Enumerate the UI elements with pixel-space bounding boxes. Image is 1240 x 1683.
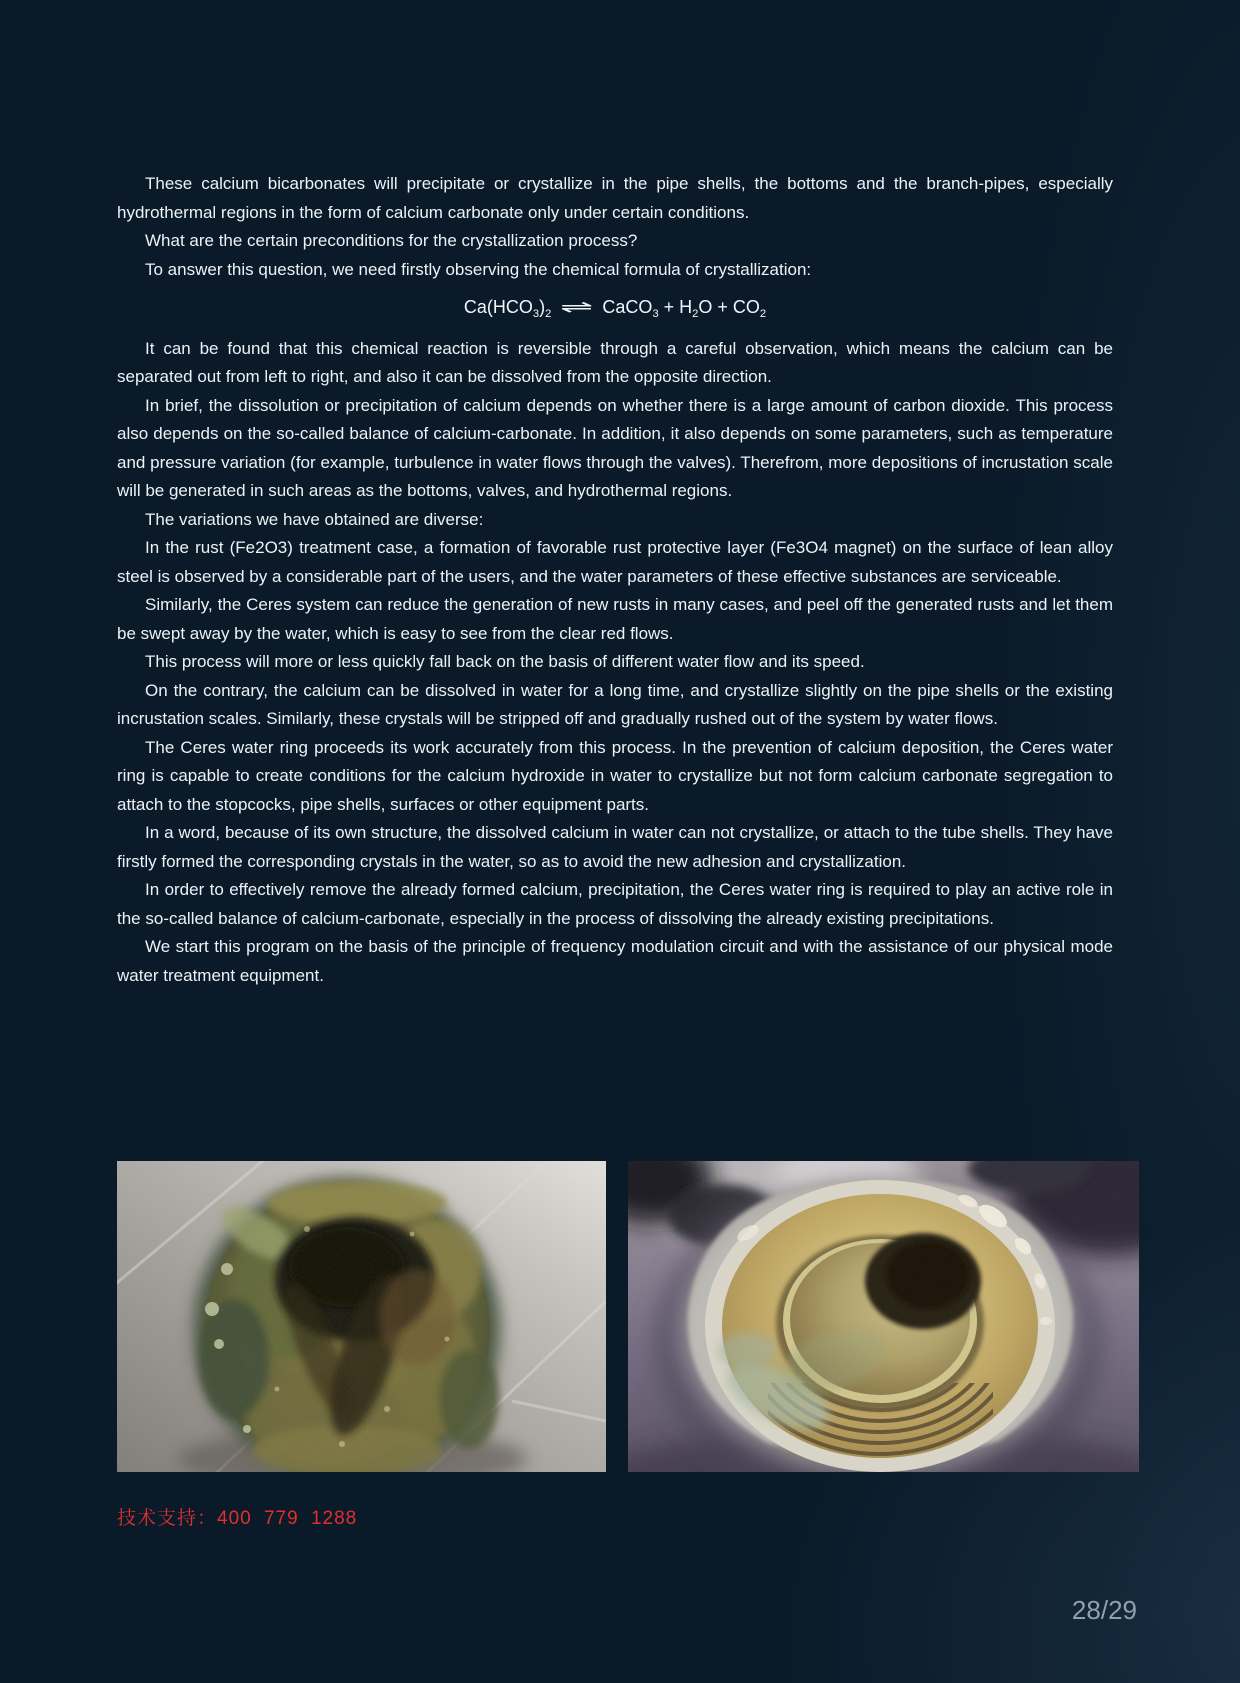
- photo-brass-fitting: [628, 1161, 1139, 1472]
- subscript: 3: [532, 307, 540, 320]
- subscript: 2: [759, 307, 767, 320]
- paragraph: In order to effectively remove the already formed calcium, precipitation, the Ceres water ring is required to play an active role in the so-called balance of calcium-carbonate, especially in the process of dissolving the already existing precipitations.: [117, 880, 1113, 928]
- photo-corroded-pipe: [117, 1161, 606, 1472]
- body-text: [117, 170, 1113, 990]
- formula-text: Ca(HCO: [463, 297, 533, 317]
- brass-fitting-image: [628, 1161, 1139, 1472]
- paragraph: In the rust (Fe2O3) treatment case, a formation of favorable rust protective layer (Fe3O4 magnet) on the surface of lean alloy steel is observed by a considerable part of the users, and the water parameters of these effective substances are serviceable.: [117, 538, 1113, 586]
- paragraph: We start this program on the basis of the principle of frequency modulation circuit and with the assistance of our physical mode water treatment equipment.: [117, 937, 1113, 985]
- equilibrium-arrow: ⇌: [560, 297, 594, 317]
- paragraph: These calcium bicarbonates will precipitate or crystallize in the pipe shells, the bottoms and the branch-pipes, especially hydrothermal regions in the form of calcium carbonate only under certain conditions.: [117, 174, 1113, 222]
- paragraph: The Ceres water ring proceeds its work accurately from this process. In the prevention of calcium deposition, the Ceres water ring is capable to create conditions for the calcium hydroxide in water to crystallize but not form calcium carbonate segregation to attach to the stopcocks, pipe shells, surfaces or other equipment parts.: [117, 737, 1113, 814]
- paragraph: On the contrary, the calcium can be dissolved in water for a long time, and crystallize slightly on the pipe shells or the existing incrustation scales. Similarly, these crystals will be stripped off and gradually rushed out of the system by water flows.: [117, 680, 1113, 728]
- subscript: 2: [545, 307, 552, 320]
- subscript: 3: [652, 307, 659, 320]
- paragraph: Similarly, the Ceres system can reduce the generation of new rusts in many cases, and peel off the generated rusts and let them be swept away by the water, which is easy to see from the clear red flows.: [117, 595, 1113, 643]
- photo-row: [117, 1161, 1139, 1472]
- paragraph: To answer this question, we need firstly observing the chemical formula of crystallization:: [145, 259, 812, 279]
- formula-text: CaCO: [602, 297, 653, 317]
- formula-text: + H: [658, 297, 693, 317]
- paragraph: What are the certain preconditions for the crystallization process?: [145, 231, 638, 250]
- paragraph: In a word, because of its own structure, the dissolved calcium in water can not crystallize, or attach to the tube shells. They have firstly formed the corresponding crystals in the water, so as to avoid the new adhesion and crystallization.: [117, 823, 1113, 871]
- chemical-equation: [117, 293, 1113, 325]
- paragraph: This process will more or less quickly fall back on the basis of different water flow and its speed.: [145, 652, 865, 671]
- formula-text: O + CO: [698, 297, 760, 317]
- paragraph: The variations we have obtained are diverse:: [145, 509, 484, 529]
- subscript: 2: [692, 307, 699, 320]
- paragraph: It can be found that this chemical reaction is reversible through a careful observation, which means the calcium can be separated out from left to right, and also it can be dissolved from the opposite direction.: [117, 338, 1113, 386]
- corroded-pipe-image: [117, 1161, 606, 1472]
- paragraph: In brief, the dissolution or precipitation of calcium depends on whether there is a large amount of carbon dioxide. This process also depends on the so-called balance of calcium-carbonate. In addition, it also depends on some parameters, such as temperature and pressure variation (for example, turbulence in water flows through the valves). Therefrom, more depositions of incrustation scale will be generated in such areas as the bottoms, valves, and hydrothermal regions.: [117, 395, 1113, 500]
- support-hotline: 技术支持：400 779 1288: [117, 1508, 358, 1529]
- formula-text: ): [539, 297, 546, 317]
- page-number: 28/29: [1071, 1595, 1137, 1625]
